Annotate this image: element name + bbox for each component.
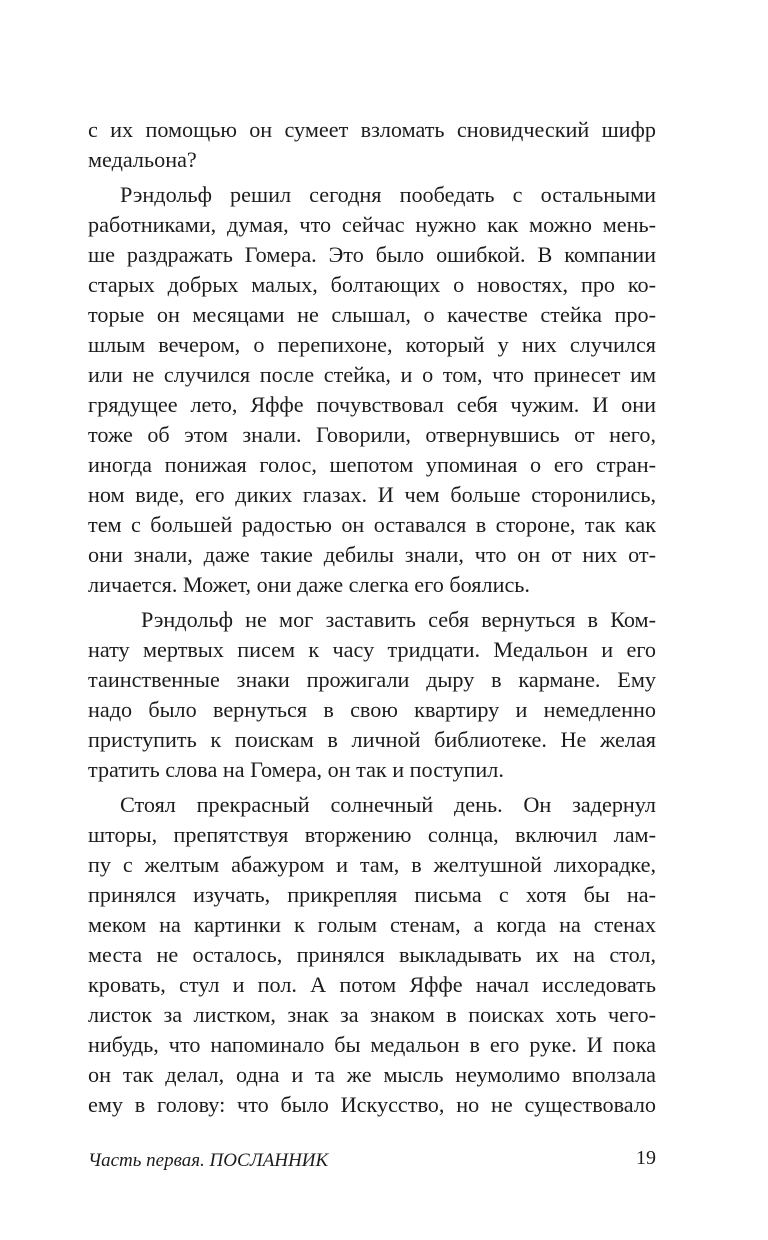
paragraph bbox=[88, 180, 656, 600]
text-line: Рэндольф решил сегодня пообедать с остальными bbox=[120, 182, 656, 207]
text-line: Рэндольф не мог заставить себя вернуться в Ком- bbox=[141, 607, 656, 632]
text-line: кровать, стул и пол. А потом Яффе начал исследовать bbox=[88, 972, 656, 997]
text-line: нибудь, что напоминало бы медальон в его руке. И пока bbox=[88, 1032, 656, 1057]
text-line: нату мертвых писем к часу тридцати. Медальон и его bbox=[88, 637, 656, 662]
text-line: медальона? bbox=[88, 147, 197, 172]
text-line: пу с желтым абажуром и там, в желтушной лихорадке, bbox=[88, 852, 656, 877]
text-line: тем с большей радостью он оставался в стороне, так как bbox=[88, 512, 656, 537]
text-line: места не осталось, принялся выкладывать их на стол, bbox=[88, 942, 656, 967]
text-line: ше раздражать Гомера. Это было ошибкой. В компании bbox=[88, 242, 656, 267]
text-line: торые он месяцами не слышал, о качестве стейка про- bbox=[88, 302, 656, 327]
page-number: 19 bbox=[636, 1147, 656, 1169]
text-line: принялся изучать, прикрепляя письма с хотя бы на- bbox=[88, 882, 656, 907]
text-line: надо было вернуться в свою квартиру и немедленно bbox=[88, 697, 656, 722]
text-line: тоже об этом знали. Говорили, отвернувшись от него, bbox=[88, 422, 656, 447]
text-line: меком на картинки к голым стенам, а когда на стенах bbox=[88, 912, 656, 937]
text-line: личается. Может, они даже слегка его боялись. bbox=[88, 572, 530, 597]
text-line: листок за листком, знак за знаком в поисках хоть чего- bbox=[88, 1002, 656, 1027]
text-line: он так делал, одна и та же мысль неумолимо вползала bbox=[88, 1062, 656, 1087]
text-line: шторы, препятствуя вторжению солнца, включил лам- bbox=[88, 822, 656, 847]
text-line: приступить к поискам в личной библиотеке. Не желая bbox=[88, 727, 656, 752]
running-head: Часть первая. ПОСЛАННИК bbox=[88, 1150, 329, 1171]
page-footer bbox=[88, 1147, 656, 1175]
text-line: ему в голову: что было Искусство, но не существовало bbox=[88, 1092, 656, 1117]
text-line: или не случился после стейка, и о том, что принесет им bbox=[88, 362, 656, 387]
text-line: они знали, даже такие дебилы знали, что он от них от- bbox=[88, 542, 656, 567]
text-line: иногда понижая голос, шепотом упоминая о его стран- bbox=[88, 452, 656, 477]
text-line: таинственные знаки прожигали дыру в кармане. Ему bbox=[88, 667, 656, 692]
text-line: тратить слова на Гомера, он так и поступил. bbox=[88, 757, 504, 782]
text-line: ном виде, его диких глазах. И чем больше сторонились, bbox=[88, 482, 656, 507]
text-line: работниками, думая, что сейчас нужно как можно мень- bbox=[88, 212, 656, 237]
paragraph bbox=[88, 790, 656, 1120]
text-line: с их помощью он сумеет взломать сновидческий шифр bbox=[88, 117, 656, 142]
text-line: Стоял прекрасный солнечный день. Он задернул bbox=[120, 792, 656, 817]
text-line: грядущее лето, Яффе почувствовал себя чужим. И они bbox=[88, 392, 656, 417]
text-line: шлым вечером, о перепихоне, который у них случился bbox=[88, 332, 656, 357]
page-body bbox=[88, 115, 656, 1115]
paragraph bbox=[88, 605, 656, 785]
paragraph bbox=[88, 115, 656, 175]
text-line: старых добрых малых, болтающих о новостях, про ко- bbox=[88, 272, 656, 297]
